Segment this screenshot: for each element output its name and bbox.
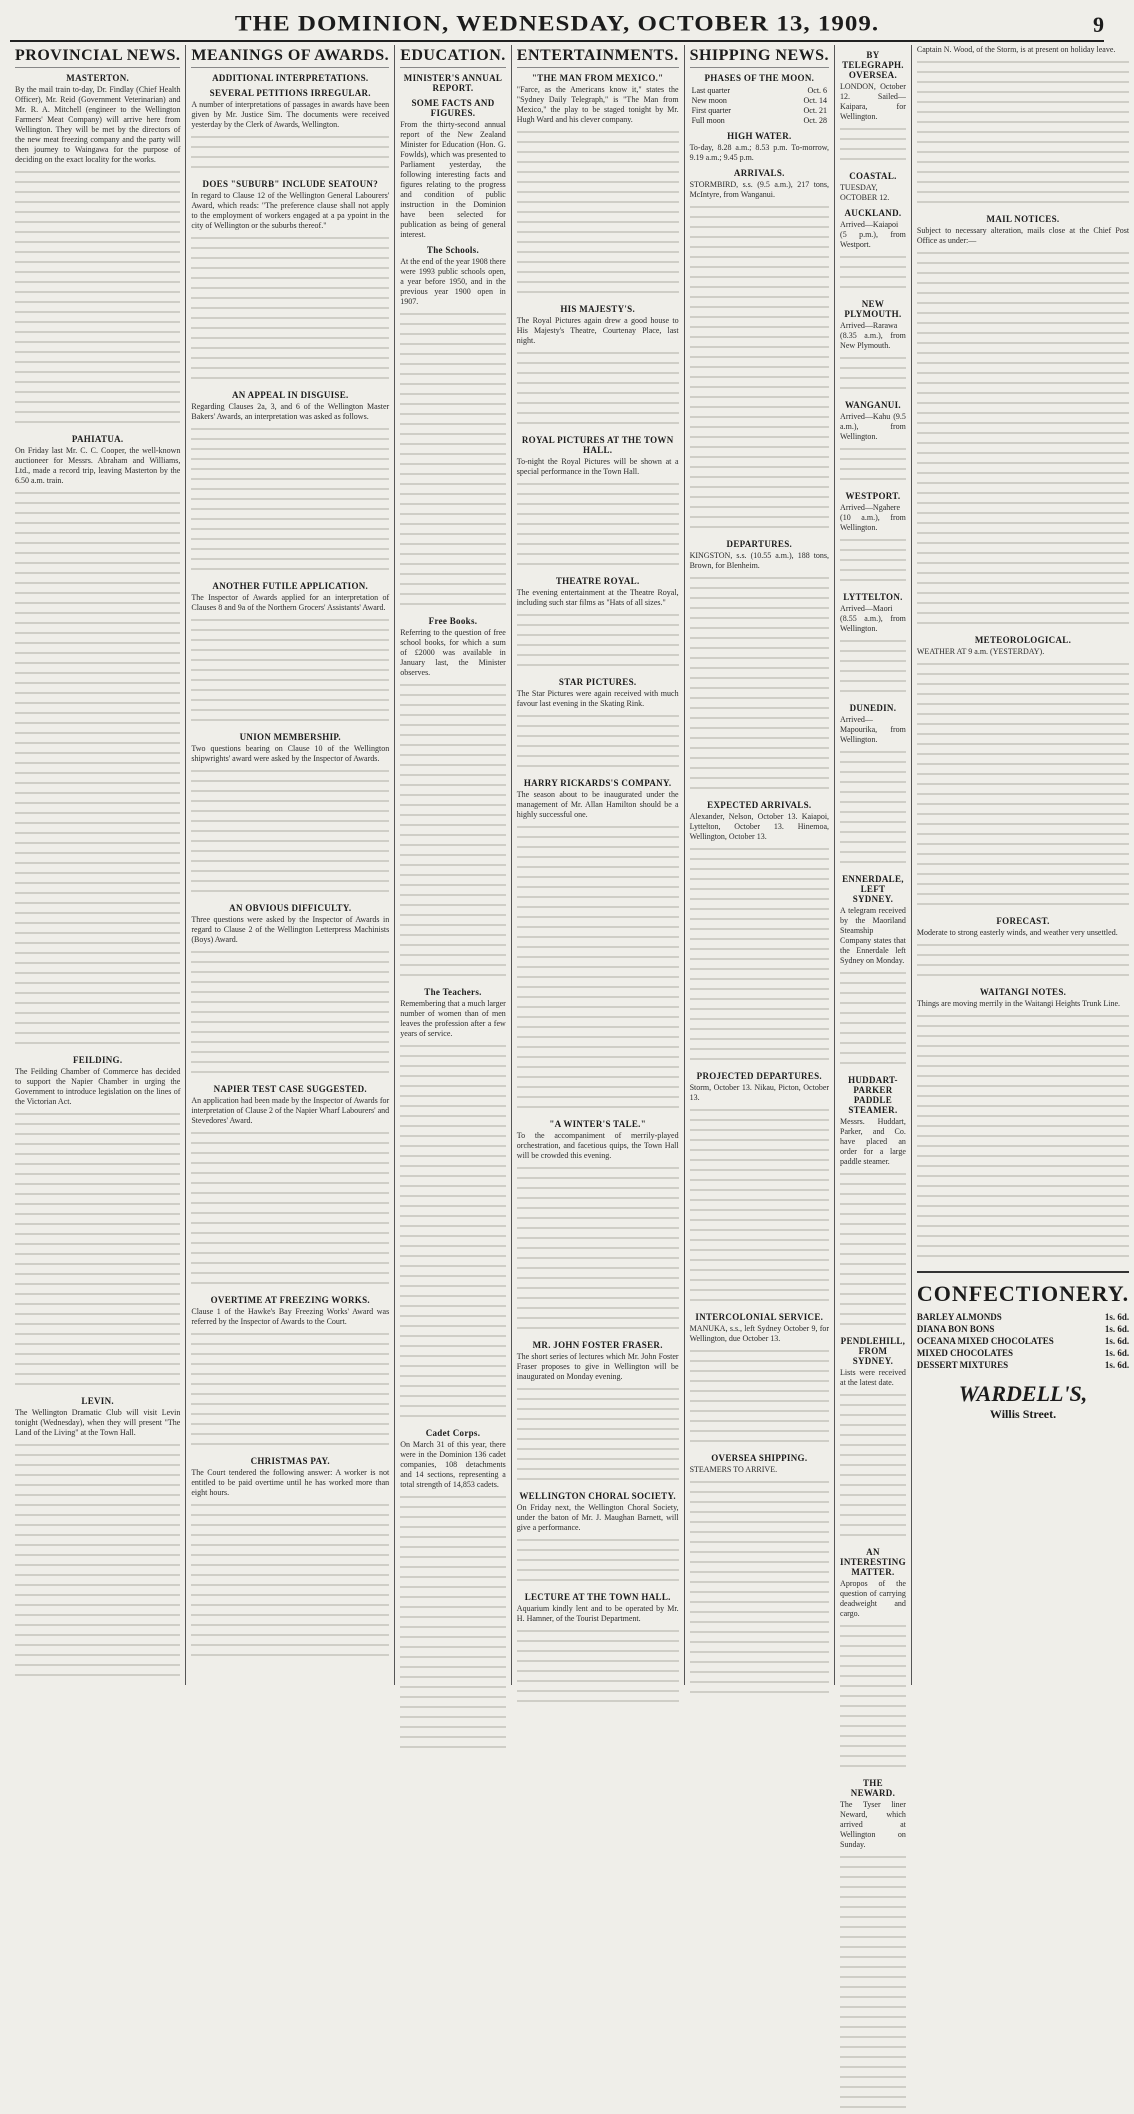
text-block: [15, 1111, 180, 1391]
column-heading: PROVINCIAL NEWS.: [15, 47, 180, 68]
text-block: [517, 612, 679, 672]
section-heading: NEW PLYMOUTH.: [844, 299, 902, 319]
column-heading: MEANINGS OF AWARDS.: [191, 47, 389, 68]
text-block: [517, 129, 679, 299]
moon-phases-table: [690, 86, 829, 126]
ad-item: [917, 1323, 1129, 1335]
text-block: [517, 1537, 679, 1587]
page-number: 9: [1093, 12, 1104, 37]
section-text: Regarding Clauses 2a, 3, and 6 of the Wellington Master Bakers' Awards, an interpretation was asked as follows.: [191, 402, 390, 421]
column-heading: EDUCATION.: [400, 47, 506, 68]
section-heading: UNION MEMBERSHIP.: [239, 732, 341, 742]
text-block: [400, 682, 506, 982]
text-block: [15, 490, 180, 1050]
text-block: [690, 204, 829, 534]
section-heading: DOES "SUBURB" INCLUDE SEATOUN?: [202, 179, 378, 189]
column-education: [394, 45, 511, 1685]
section-heading: AN APPEAL IN DISGUISE.: [231, 390, 349, 400]
columns: [10, 45, 1130, 1849]
section-text: STEAMERS TO ARRIVE.: [689, 1465, 778, 1474]
ad-brand: WARDELL'S,: [958, 1381, 1088, 1406]
column-provincial-news: [10, 45, 185, 1685]
text-block: [917, 250, 1129, 630]
text-block: [191, 1502, 389, 1662]
section-text: The short series of lectures which Mr. John Foster Fraser proposes to give in Wellington will be inaugurated on Monday evening.: [516, 1352, 679, 1381]
text-block: [840, 1392, 906, 1542]
ad-item-name: OCEANA MIXED CHOCOLATES: [916, 1336, 1054, 1346]
text-block: [690, 1479, 829, 1699]
table-row: [690, 116, 829, 126]
column-heading: ENTERTAINMENTS.: [517, 47, 679, 68]
section-text: In regard to Clause 12 of the Wellington General Labourers' Award, which reads: "The preference clause shall not apply to the employment of workers engaged at a pa ypoint in the city of Wellington or the suburbs thereof.": [191, 191, 390, 230]
text-block: [840, 254, 906, 294]
section-text: Arrived—Ngahere (10 a.m.), from Wellington.: [840, 503, 906, 532]
section-heading: MR. JOHN FOSTER FRASER.: [532, 1340, 663, 1350]
text-block: [690, 1348, 829, 1448]
section-text: The evening entertainment at the Theatre Royal, including such star films as "Hats of all sizes.": [516, 588, 679, 607]
ad-item: [917, 1359, 1129, 1371]
text-block: [191, 235, 389, 385]
section-heading: DEPARTURES.: [726, 539, 793, 549]
section-text: Aquarium kindly lent and to be operated by Mr. H. Hamner, of the Tourist Department.: [516, 1604, 679, 1623]
section-heading: AN OBVIOUS DIFFICULTY.: [229, 903, 352, 913]
section-text: A telegram received by the Maoriland Steamship Company states that the Ennerdale left Sydney on Monday.: [840, 906, 906, 965]
section-text: The Royal Pictures again drew a good house to His Majesty's Theatre, Courtenay Place, last night.: [516, 316, 679, 345]
text-block: [690, 575, 829, 795]
section-heading: LECTURE AT THE TOWN HALL.: [524, 1592, 671, 1602]
text-block: [917, 942, 1129, 982]
section-heading: ANOTHER FUTILE APPLICATION.: [212, 581, 369, 591]
table-row: [690, 86, 829, 96]
section-heading: THEATRE ROYAL.: [555, 576, 640, 586]
ad-item-price: 1s. 6d.: [1104, 1348, 1130, 1358]
section-text: Remembering that a much larger number of women than of men leaves the profession after a few years of service.: [400, 999, 506, 1038]
section-text: Two questions bearing on Clause 10 of the Wellington shipwrights' award were asked by the Inspector of Awards.: [191, 744, 390, 763]
section-heading: DUNEDIN.: [849, 703, 897, 713]
section-heading: ENNERDALE, LEFT SYDNEY.: [842, 874, 904, 904]
ad-item-name: DESSERT MIXTURES: [916, 1360, 1009, 1370]
text-block: [400, 311, 506, 611]
section-heading: Free Books.: [428, 616, 478, 626]
section-text: The Star Pictures were again received with much favour last evening in the Skating Rink.: [516, 689, 679, 708]
section-text: Moderate to strong easterly winds, and weather very unsettled.: [916, 928, 1118, 937]
section-heading: CHRISTMAS PAY.: [250, 1456, 330, 1466]
text-block: [840, 970, 906, 1070]
ad-item: [917, 1311, 1129, 1323]
confectionery-advertisement: [917, 1271, 1129, 1422]
ad-item-name: MIXED CHOCOLATES: [916, 1348, 1013, 1358]
section-heading: EXPECTED ARRIVALS.: [707, 800, 812, 810]
section-text: Arrived—Rarawa (8.35 a.m.), from New Plymouth.: [840, 321, 906, 350]
section-heading: HUDDART-PARKER PADDLE STEAMER.: [848, 1075, 898, 1115]
section-heading: MASTERTON.: [66, 73, 130, 83]
section-text: Apropos of the question of carrying deadweight and cargo.: [840, 1579, 906, 1618]
section-heading: The Teachers.: [424, 987, 482, 997]
section-heading: WESTPORT.: [845, 491, 901, 501]
text-block: [690, 1107, 829, 1307]
text-block: [517, 1165, 679, 1335]
section-heading: AN INTERESTING MATTER.: [840, 1547, 906, 1577]
text-block: [517, 824, 679, 1114]
section-heading: FORECAST.: [996, 916, 1050, 926]
section-text: To-night the Royal Pictures will be shown at a special performance in the Town Hall.: [516, 457, 679, 476]
text-block: [191, 768, 389, 898]
text-block: [517, 1386, 679, 1486]
section-heading: WELLINGTON CHORAL SOCIETY.: [519, 1491, 676, 1501]
text-block: [840, 749, 906, 869]
section-heading: "THE MAN FROM MEXICO.": [531, 73, 664, 83]
ad-item-price: 1s. 6d.: [1104, 1336, 1130, 1346]
table-row: [690, 106, 829, 116]
ad-street: Willis Street.: [989, 1407, 1057, 1421]
section-text: To-day, 8.28 a.m.; 8.53 p.m. To-morrow, 9.19 a.m.; 9.45 p.m.: [689, 143, 830, 162]
ad-title: CONFECTIONERY.: [916, 1281, 1130, 1306]
section-heading: The Schools.: [426, 245, 480, 255]
section-text: At the end of the year 1908 there were 1993 public schools open, a year before 1950, and in the previous year 1900 open in 1907.: [400, 257, 506, 306]
section-text: Messrs. Huddart, Parker, and Co. have placed an order for a large paddle steamer.: [840, 1117, 906, 1166]
section-text: On Friday last Mr. C. C. Cooper, the well-known auctioneer for Messrs. Abraham and Williams, Ltd., made a record trip, leaving Masterton by the 6.50 a.m. train.: [15, 446, 181, 485]
ad-item-name: BARLEY ALMONDS: [916, 1312, 1002, 1322]
text-block: [400, 1494, 506, 1754]
section-text: To the accompaniment of merrily-played orchestration, and facetious quips, the Town Hall will be crowded this evening.: [516, 1131, 679, 1160]
section-heading: COASTAL.: [849, 171, 897, 181]
section-heading: OVERTIME AT FREEZING WORKS.: [210, 1295, 370, 1305]
section-heading: WANGANUI.: [844, 400, 901, 410]
text-block: [840, 126, 906, 166]
section-heading: OVERSEA SHIPPING.: [711, 1453, 808, 1463]
table-row: [690, 96, 829, 106]
text-block: [917, 59, 1129, 209]
moon-date: Oct. 14: [803, 96, 828, 105]
ad-item-price: 1s. 6d.: [1104, 1324, 1130, 1334]
text-block: [191, 1331, 389, 1451]
section-text: TUESDAY, OCTOBER 12.: [840, 183, 890, 202]
section-text: A number of interpretations of passages in awards have been given by Mr. Justice Sim. The documents were received yesterday by the Clerk of Awards, Wellington.: [191, 100, 390, 129]
text-block: [191, 1130, 389, 1290]
section-text: Arrived—Mapourika, from Wellington.: [840, 715, 906, 744]
moon-date: Oct. 28: [803, 116, 828, 125]
section-heading: WAITANGI NOTES.: [979, 987, 1067, 997]
text-block: [191, 949, 389, 1079]
section-heading: MAIL NOTICES.: [986, 214, 1060, 224]
ad-item-price: 1s. 6d.: [1104, 1360, 1130, 1370]
moon-phase: First quarter: [691, 106, 731, 115]
section-text: From the thirty-second annual report of the New Zealand Minister for Education (Hon. G. Fowlds), which was presented to Parliament yesterday, the following interesting facts and figures relating to the progress and condition of public instruction in the Dominion have been selected for publication as being of general interest.: [400, 120, 506, 239]
section-heading: INTERCOLONIAL SERVICE.: [695, 1312, 824, 1322]
section-text: Arrived—Kahu (9.5 a.m.), from Wellington.: [840, 412, 906, 441]
section-heading: "A WINTER'S TALE.": [549, 1119, 647, 1129]
text-block: [517, 481, 679, 571]
section-text: Storm, October 13. Nikau, Picton, October 13.: [689, 1083, 830, 1102]
section-text: Captain N. Wood, of the Storm, is at present on holiday leave.: [916, 45, 1116, 54]
section-heading: LEVIN.: [81, 1396, 114, 1406]
section-heading: METEOROLOGICAL.: [974, 635, 1072, 645]
section-text: Things are moving merrily in the Waitangi Heights Trunk Line.: [916, 999, 1121, 1008]
section-heading: HARRY RICKARDS'S COMPANY.: [523, 778, 672, 788]
section-text: On March 31 of this year, there were in the Dominion 136 cadet companies, 108 detachments and 14 sections, representing a total strength of 14,853 cadets.: [400, 1440, 506, 1489]
text-block: [840, 1171, 906, 1331]
column-entertainments: [511, 45, 684, 1685]
section-heading: ADDITIONAL INTERPRETATIONS.: [212, 73, 369, 83]
section-heading: PENDLEHILL, FROM SYDNEY.: [840, 1336, 906, 1366]
section-heading: THE NEWARD.: [850, 1778, 896, 1798]
section-heading: SEVERAL PETITIONS IRREGULAR.: [209, 88, 371, 98]
text-block: [191, 134, 389, 174]
section-heading: NAPIER TEST CASE SUGGESTED.: [213, 1084, 367, 1094]
text-block: [191, 426, 389, 576]
text-block: [840, 537, 906, 587]
text-block: [840, 638, 906, 698]
masthead-title: THE DOMINION, WEDNESDAY, OCTOBER 13, 1909.: [234, 11, 880, 36]
section-heading: STAR PICTURES.: [558, 677, 637, 687]
column-heading: SHIPPING NEWS.: [690, 47, 829, 68]
section-text: LONDON, October 12. Sailed—Kaipara, for Wellington.: [840, 82, 906, 121]
moon-date: Oct. 21: [803, 106, 828, 115]
section-heading: HIGH WATER.: [727, 131, 792, 141]
section-text: The Court tendered the following answer: A worker is not entitled to be paid overtime until he has worked more than eight hours.: [191, 1468, 390, 1497]
text-block: [840, 446, 906, 486]
section-text: MANUKA, s.s., left Sydney October 9, for Wellington, due October 13.: [689, 1324, 830, 1343]
ad-item: [917, 1335, 1129, 1347]
column-mail-and-notices: [911, 45, 1134, 1685]
text-block: [917, 661, 1129, 911]
section-text: On Friday next, the Wellington Choral Society, under the baton of Mr. J. Maughan Barnett, will give a performance.: [516, 1503, 679, 1532]
column-meanings-of-awards: [185, 45, 394, 1685]
section-text: The Tyser liner Neward, which arrived at Wellington on Sunday.: [840, 1800, 906, 1849]
ad-item-name: DIANA BON BONS: [916, 1324, 995, 1334]
text-block: [840, 355, 906, 395]
section-text: Subject to necessary alteration, mails close at the Chief Post Office as under:—: [916, 226, 1130, 245]
text-block: [517, 1628, 679, 1708]
section-text: Arrived—Kaiapoi (5 p.m.), from Westport.: [840, 220, 906, 249]
section-heading: ROYAL PICTURES AT THE TOWN HALL.: [521, 435, 674, 455]
section-text: Clause 1 of the Hawke's Bay Freezing Works' Award was referred by the Inspector of Awards to the Court.: [191, 1307, 390, 1326]
section-text: STORMBIRD, s.s. (9.5 a.m.), 217 tons, McIntyre, from Wanganui.: [689, 180, 830, 199]
section-text: The Feilding Chamber of Commerce has decided to support the Napier Chamber in urging the Government to introduce legislation on the lines of the Victorian Act.: [15, 1067, 181, 1106]
text-block: [840, 1854, 906, 2114]
section-text: By the mail train to-day, Dr. Findlay (Chief Health Officer), Mr. Reid (Government Veterinarian) and Mr. R. A. Mitchell (engineer to the Wellington Farmers' Meat Company) will arrive here from Wellington. They will be met by the directors of the new meat freezing company and the party will then journey to Waingawa for the purpose of deciding on the exact locality for the works.: [15, 85, 181, 164]
section-text: Alexander, Nelson, October 13. Kaiapoi, Lyttelton, October 13. Hinemoa, Wellington, October 13.: [689, 812, 830, 841]
section-heading: Cadet Corps.: [425, 1428, 481, 1438]
section-heading: ARRIVALS.: [733, 168, 785, 178]
section-heading: MINISTER'S ANNUAL REPORT.: [403, 73, 503, 93]
text-block: [400, 1043, 506, 1423]
moon-phase: New moon: [691, 96, 727, 105]
section-heading: SOME FACTS AND FIGURES.: [411, 98, 495, 118]
section-heading: AUCKLAND.: [844, 208, 902, 218]
section-text: Referring to the question of free school books, for which a sum of £2000 was available in January last, the Minister observes.: [400, 628, 506, 677]
column-shipping-continued: [834, 45, 911, 1849]
section-text: An application had been made by the Inspector of Awards for interpretation of Clause 2 of the Napier Wharf Labourers' and Stevedores' Award.: [191, 1096, 390, 1125]
masthead: [10, 8, 1104, 42]
section-text: Lists were received at the latest date.: [840, 1368, 906, 1387]
column-shipping-news: [684, 45, 834, 1685]
section-text: The season about to be inaugurated under the management of Mr. Allan Hamilton should be a highly successful one.: [516, 790, 679, 819]
section-heading: PHASES OF THE MOON.: [704, 73, 815, 83]
moon-date: Oct. 6: [807, 86, 828, 95]
text-block: [917, 1013, 1129, 1263]
text-block: [517, 713, 679, 773]
section-text: Arrived—Maori (8.55 a.m.), from Wellington.: [840, 604, 906, 633]
text-block: [517, 350, 679, 430]
text-block: [840, 1623, 906, 1773]
section-heading: LYTTELTON.: [843, 592, 903, 602]
text-block: [690, 846, 829, 1066]
moon-phase: Last quarter: [691, 86, 731, 95]
moon-phase: Full moon: [691, 116, 725, 125]
section-heading: HIS MAJESTY'S.: [560, 304, 636, 314]
section-text: Three questions were asked by the Inspector of Awards in regard to Clause 2 of the Wellington Letterpress Machinists (Boys) Award.: [191, 915, 390, 944]
text-block: [15, 169, 180, 429]
text-block: [191, 617, 389, 727]
section-heading: PAHIATUA.: [71, 434, 124, 444]
section-heading: FEILDING.: [72, 1055, 123, 1065]
ad-item-price: 1s. 6d.: [1104, 1312, 1130, 1322]
section-text: "Farce, as the Americans know it," states the "Sydney Daily Telegraph," is "The Man from Mexico," the play to be staged tonight by Mr. Hugh Ward and his clever company.: [516, 85, 679, 124]
ad-item: [917, 1347, 1129, 1359]
section-text: WEATHER AT 9 a.m. (YESTERDAY).: [916, 647, 1045, 656]
section-heading: PROJECTED DEPARTURES.: [696, 1071, 822, 1081]
section-text: The Inspector of Awards applied for an interpretation of Clauses 8 and 9a of the Northern Grocers' Assistants' Award.: [191, 593, 390, 612]
section-text: The Wellington Dramatic Club will visit Levin tonight (Wednesday), when they will present "The Land of the Living" at the Town Hall.: [15, 1408, 181, 1437]
section-text: KINGSTON, s.s. (10.55 a.m.), 188 tons, Brown, for Blenheim.: [689, 551, 830, 570]
text-block: [15, 1442, 180, 1682]
section-heading: BY TELEGRAPH. OVERSEA.: [842, 50, 904, 80]
